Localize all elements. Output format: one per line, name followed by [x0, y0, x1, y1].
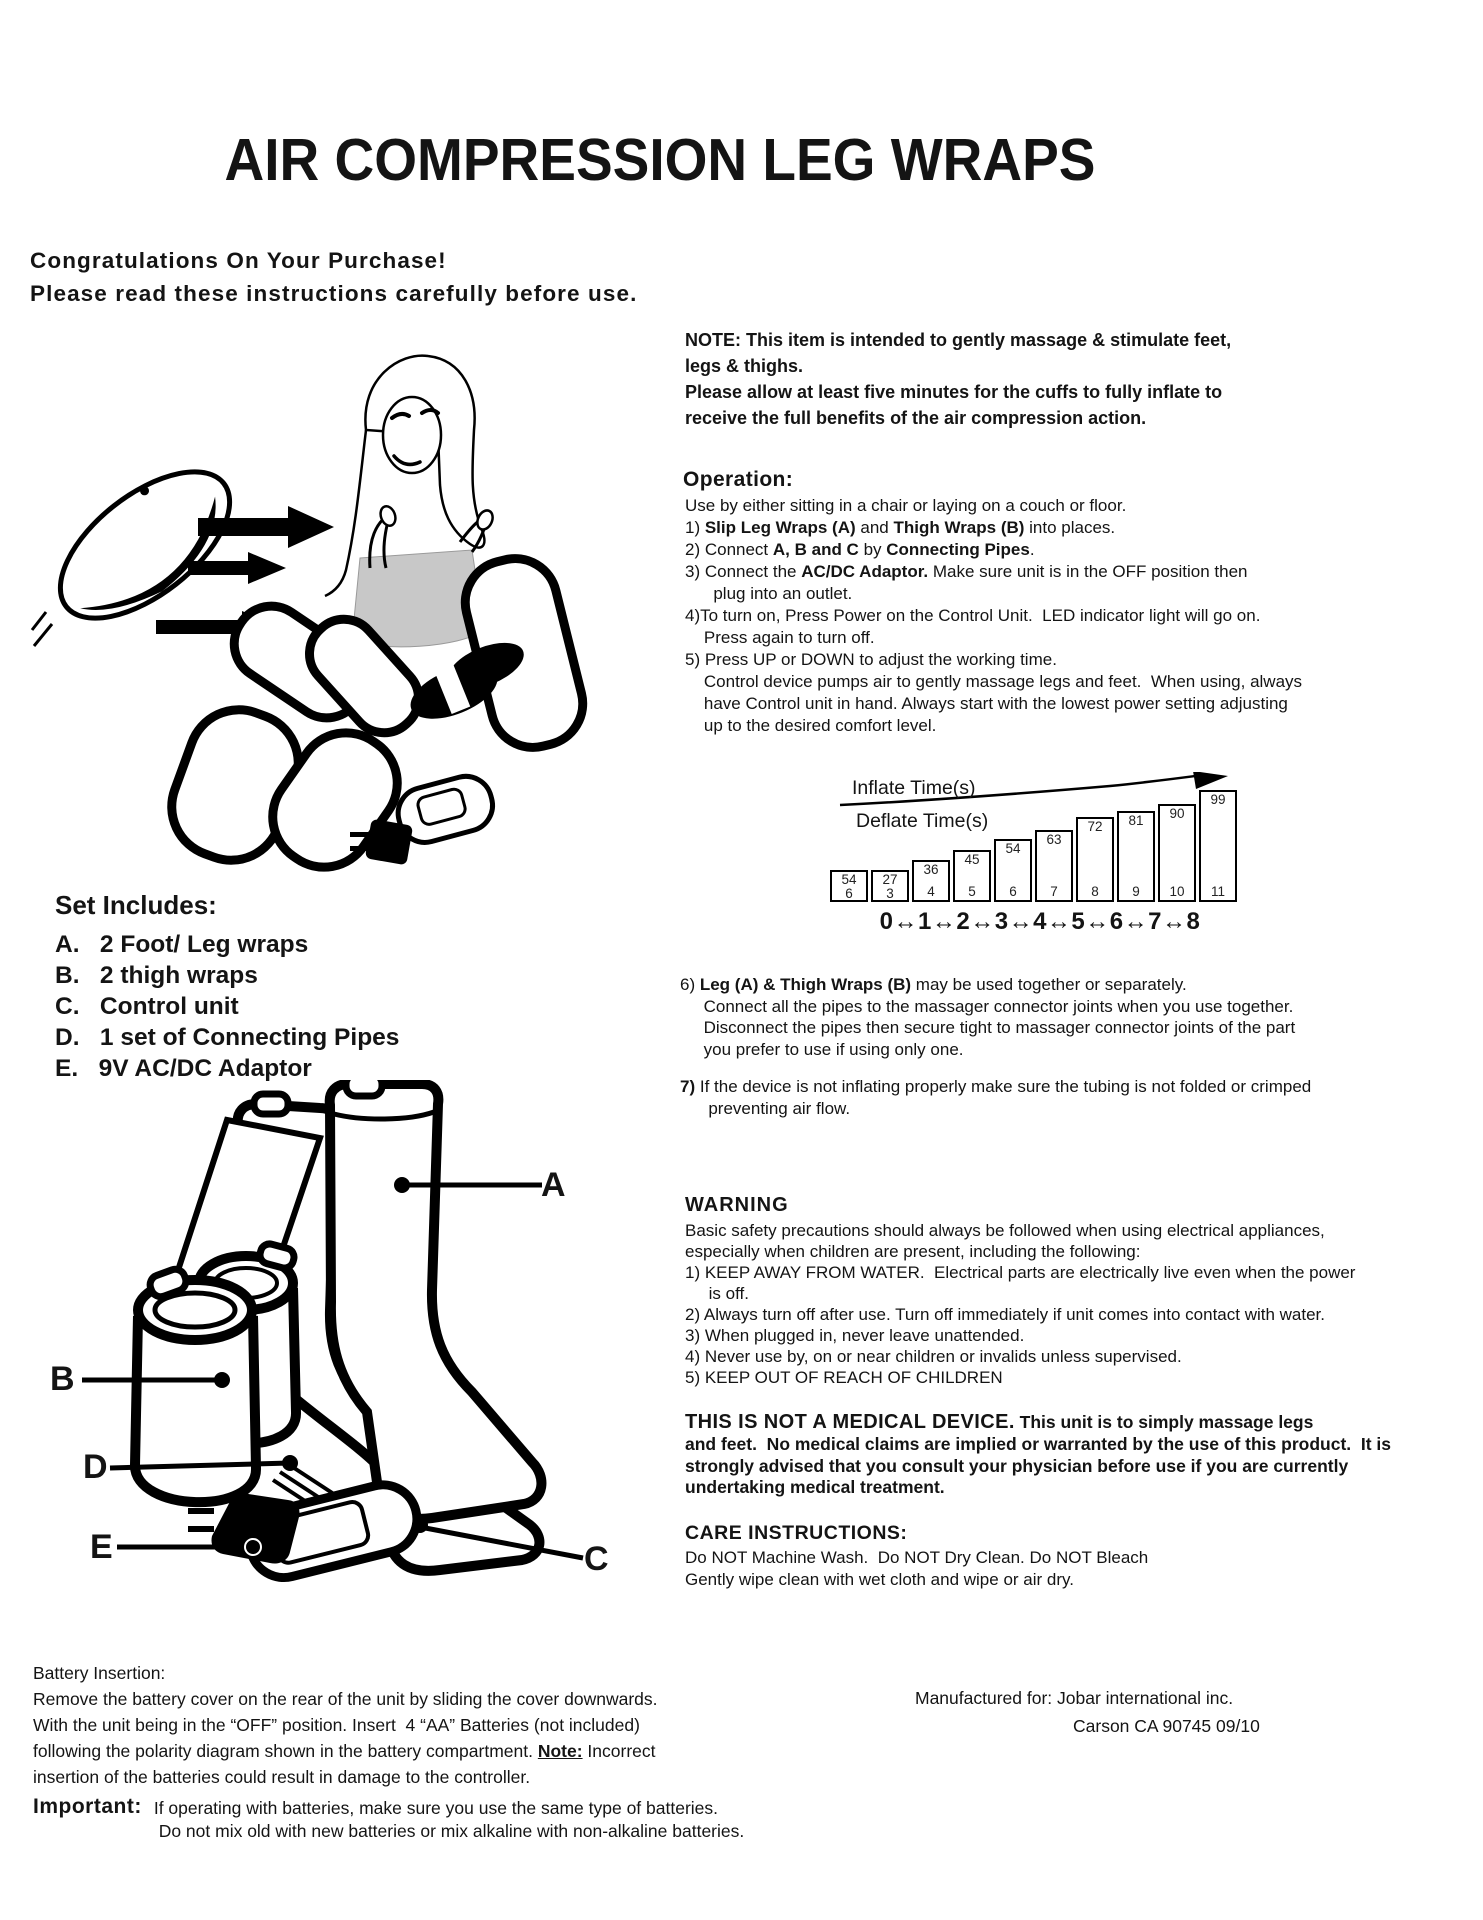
congrats-line: Congratulations On Your Purchase! — [30, 248, 447, 273]
important-label: Important: — [33, 1795, 142, 1818]
manufactured-line-2: Carson CA 90745 09/10 — [1073, 1716, 1260, 1736]
warning-item: 2) Always turn off after use. Turn off immediately if unit comes into contact with water. — [685, 1305, 1325, 1324]
manufactured-line-1: Manufactured for: Jobar international inc. — [915, 1688, 1234, 1708]
deflate-value: 10 — [1169, 884, 1185, 899]
care-line: Do NOT Machine Wash. Do NOT Dry Clean. Do NOT Bleach — [685, 1548, 1149, 1567]
inflate-value: 54 — [841, 872, 857, 887]
inflate-value: 36 — [923, 862, 939, 877]
operation-step: 1) Slip Leg Wraps (A) and Thigh Wraps (B) into places. — [685, 518, 1116, 537]
battery-instructions: Battery Insertion: Remove the battery cover on the rear of the unit by sliding the cover downwards. With the unit being in the “OFF” position. Insert 4 “AA” Batteries (not included) following the polarity diagram shown in the battery compartment. Note: Incorrect insertion of the batteries could result in damage to the controller. — [33, 1663, 658, 1787]
operation-heading: Operation: — [683, 468, 794, 491]
deflate-value: 5 — [968, 884, 976, 899]
remote-control-drawing — [35, 444, 254, 646]
operation-step: 3) Connect the AC/DC Adaptor. Make sure unit is in the OFF position then plug into an outlet. — [685, 562, 1248, 603]
chart-bar — [1076, 817, 1114, 902]
deflate-value: 4 — [927, 884, 935, 899]
chart-legend-inflate: Inflate Time(s) — [852, 777, 976, 799]
part-label-a: A — [541, 1166, 566, 1204]
care-line: Gently wipe clean with wet cloth and wipe or air dry. — [685, 1569, 1074, 1589]
set-includes-heading: Set Includes: — [55, 890, 217, 920]
deflate-value: 9 — [1132, 884, 1140, 899]
note-text: NOTE: This item is intended to gently massage & stimulate feet, legs & thighs. Please allow at least five minutes for the cuffs to fully inflate to receive the full benefits of the air compression action. — [685, 330, 1232, 428]
deflate-value: 11 — [1210, 884, 1225, 899]
chart-bar — [1158, 804, 1196, 902]
chart-bars — [830, 790, 1237, 902]
part-label-d: D — [83, 1448, 108, 1486]
inflate-value: 27 — [882, 872, 898, 887]
chart-bar — [1035, 830, 1073, 902]
set-includes-list — [55, 890, 399, 1084]
parts-diagram — [30, 1080, 620, 1640]
warning-intro: Basic safety precautions should always be followed when using electrical appliances, especially when children are present, including the following: — [685, 1221, 1325, 1261]
inflate-value: 72 — [1087, 819, 1103, 834]
warning-item: 3) When plugged in, never leave unattended. — [685, 1326, 1025, 1345]
chart-bar — [871, 870, 909, 902]
deflate-value: 3 — [886, 886, 894, 901]
important-text: If operating with batteries, make sure you use the same type of batteries. Do not mix old with new batteries or mix alkaline with non-alkaline batteries. — [153, 1798, 745, 1841]
deflate-value: 6 — [845, 886, 853, 901]
operation-steps — [685, 495, 1302, 737]
operation-step: 4)To turn on, Press Power on the Control Unit. LED indicator light will go on. Press again to turn off. — [685, 606, 1261, 647]
care-instructions-text — [685, 1547, 1148, 1590]
important-note — [33, 1795, 744, 1843]
deflate-value: 8 — [1091, 884, 1099, 899]
deflate-value: 6 — [1009, 884, 1017, 899]
chart-bar — [830, 870, 868, 902]
set-includes-item: B. 2 thigh wraps — [55, 962, 258, 989]
chart-x-axis-label: 0↔1↔2↔3↔4↔5↔6↔7↔8 — [879, 908, 1201, 935]
step-7: 7) If the device is not inflating properly make sure the tubing is not folded or crimped preventing air flow. — [680, 1077, 1312, 1118]
set-includes-item: D. 1 set of Connecting Pipes — [55, 1024, 400, 1051]
chart-bar — [953, 850, 991, 902]
page-title: AIR COMPRESSION LEG WRAPS — [224, 125, 1096, 193]
chart-bar — [994, 839, 1032, 902]
operation-step: 5) Press UP or DOWN to adjust the working time. Control device pumps air to gently massage legs and feet. When using, always have Control unit in hand. Always start with the lowest power setting adjusting up to the desired comfort level. — [685, 650, 1303, 735]
set-includes-item: A. 2 Foot/ Leg wraps — [55, 931, 309, 958]
usage-illustration — [30, 330, 590, 875]
part-label-c: C — [584, 1540, 609, 1578]
inflate-value: 99 — [1210, 792, 1226, 807]
inflate-value: 63 — [1046, 832, 1062, 847]
inflate-value: 54 — [1005, 841, 1021, 856]
warning-heading: WARNING — [685, 1194, 789, 1216]
inflate-value: 90 — [1169, 806, 1185, 821]
step-6: 6) Leg (A) & Thigh Wraps (B) may be used together or separately. Connect all the pipes to the massager connector joints when you use together. Disconnect the pipes then secure tight to massager connector joints of the part you prefer to use if using only one. — [680, 975, 1296, 1059]
medical-disclaimer: THIS IS NOT A MEDICAL DEVICE. This unit is to simply massage legs and feet. No medical claims are implied or warranted by the use of this product. It is strongly advised that you consult your physician before use if you are currently undertaking medical treatment. — [685, 1411, 1391, 1498]
warning-item: 1) KEEP AWAY FROM WATER. Electrical parts are electrically live even when the power is off. — [685, 1263, 1356, 1303]
chart-bar — [1117, 811, 1155, 902]
inflate-value: 81 — [1128, 813, 1144, 828]
care-instructions-heading: CARE INSTRUCTIONS: — [685, 1522, 908, 1544]
warning-text — [685, 1220, 1355, 1388]
operation-intro: Use by either sitting in a chair or laying on a couch or floor. — [685, 496, 1127, 515]
chart-legend-deflate: Deflate Time(s) — [856, 810, 989, 832]
set-includes-item: E. 9V AC/DC Adaptor — [55, 1055, 312, 1082]
part-label-b: B — [50, 1360, 75, 1398]
read-instructions-line: Please read these instructions carefully before use. — [30, 281, 638, 306]
chart-bar — [1199, 790, 1237, 902]
loose-wraps-drawing — [158, 696, 499, 875]
inflate-value: 45 — [964, 852, 980, 867]
operation-step: 2) Connect A, B and C by Connecting Pipes. — [685, 540, 1035, 559]
deflate-value: 7 — [1050, 884, 1058, 899]
warning-item: 4) Never use by, on or near children or invalids unless supervised. — [685, 1347, 1182, 1366]
warning-item: 5) KEEP OUT OF REACH OF CHILDREN — [685, 1368, 1003, 1387]
chart-bar — [912, 860, 950, 902]
set-includes-item: C. Control unit — [55, 993, 239, 1020]
inflate-deflate-chart — [680, 772, 1260, 947]
part-label-e: E — [90, 1528, 113, 1566]
